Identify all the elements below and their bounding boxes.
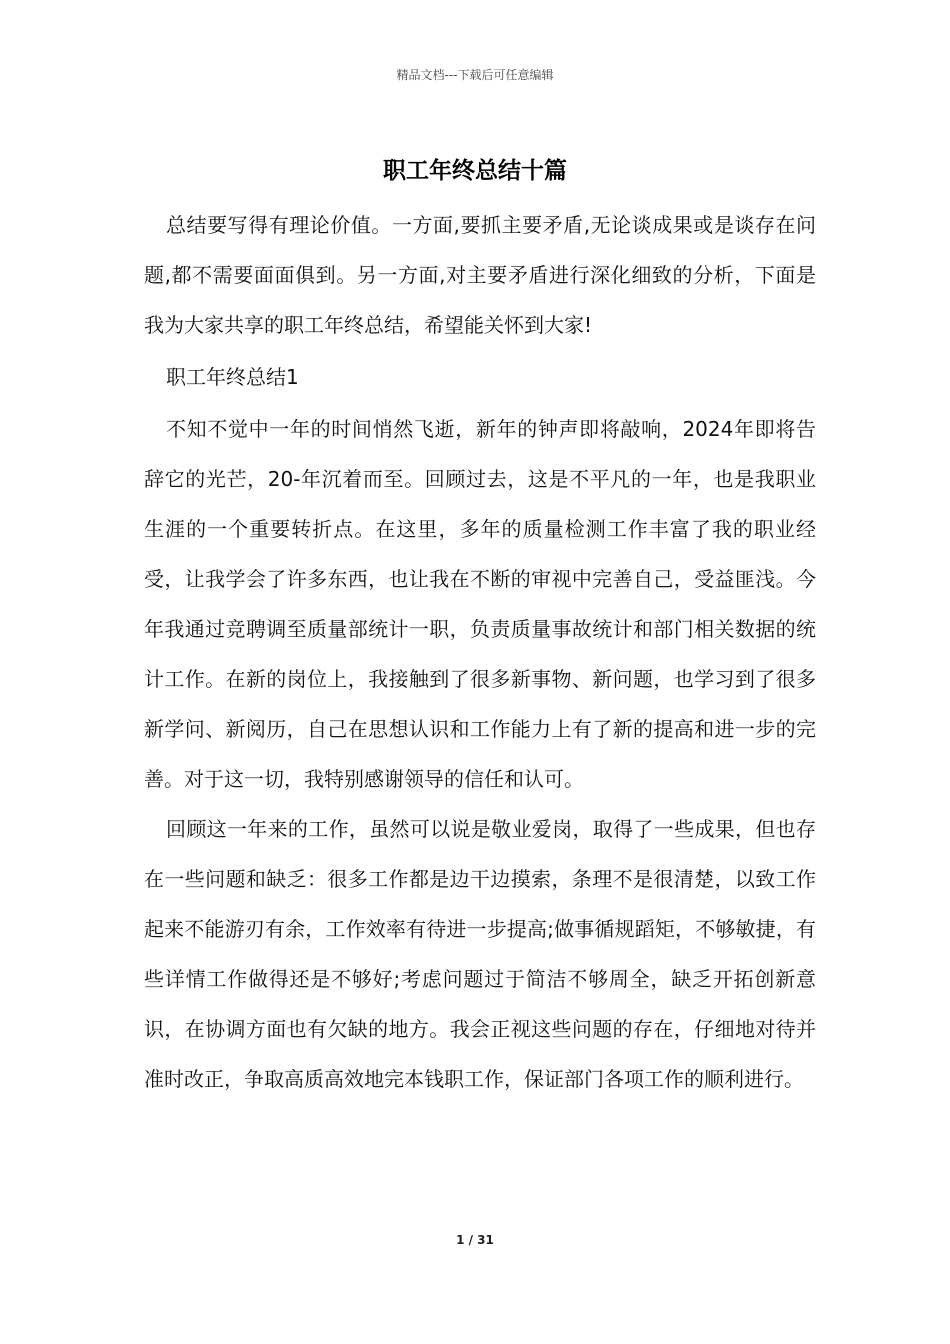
document-body — [144, 200, 816, 1104]
section-1-paragraph-2: 回顾这一年来的工作，虽然可以说是敬业爱岗，取得了一些成果，但也存在一些问题和缺乏：很多工作都是边干边摸索，条理不是很清楚，以致工作起来不能游刃有余，工作效率有待进一步提高;做事循规蹈矩，不够敏捷，有些详情工作做得还是不够好;考虑问题过于简洁不够周全，缺乏开拓创新意识，在协调方面也有欠缺的地方。我会正视这些问题的存在，仔细地对待并准时改正，争取高质高效地完本钱职工作，保证部门各项工作的顺利进行。 — [144, 817, 816, 1091]
header-note: 精品文档---下载后可任意编辑 — [396, 68, 554, 82]
intro-paragraph: 总结要写得有理论价值。一方面,要抓主要矛盾,无论谈成果或是谈存在问题,都不需要面面俱到。另一方面,对主要矛盾进行深化细致的分析，下面是我为大家共享的职工年终总结，希望能关怀到大家! — [144, 213, 816, 337]
section-1-paragraph-1: 不知不觉中一年的时间悄然飞逝，新年的钟声即将敲响，2024年即将告辞它的光芒，20-年沉着而至。回顾过去，这是不平凡的一年，也是我职业生涯的一个重要转折点。在这里，多年的质量检测工作丰富了我的职业经受，让我学会了许多东西，也让我在不断的审视中完善自己，受益匪浅。今年我通过竞聘调至质量部统计一职，负责质量事故统计和部门相关数据的统计工作。在新的岗位上，我接触到了很多新事物、新问题，也学习到了很多新学问、新阅历，自己在思想认识和工作能力上有了新的提高和进一步的完善。对于这一切，我特别感谢领导的信任和认可。 — [144, 417, 816, 791]
document-title: 职工年终总结十篇 — [383, 158, 567, 184]
page-indicator: 1 / 31 — [456, 1233, 494, 1247]
section-heading-1: 职工年终总结1 — [166, 365, 299, 389]
